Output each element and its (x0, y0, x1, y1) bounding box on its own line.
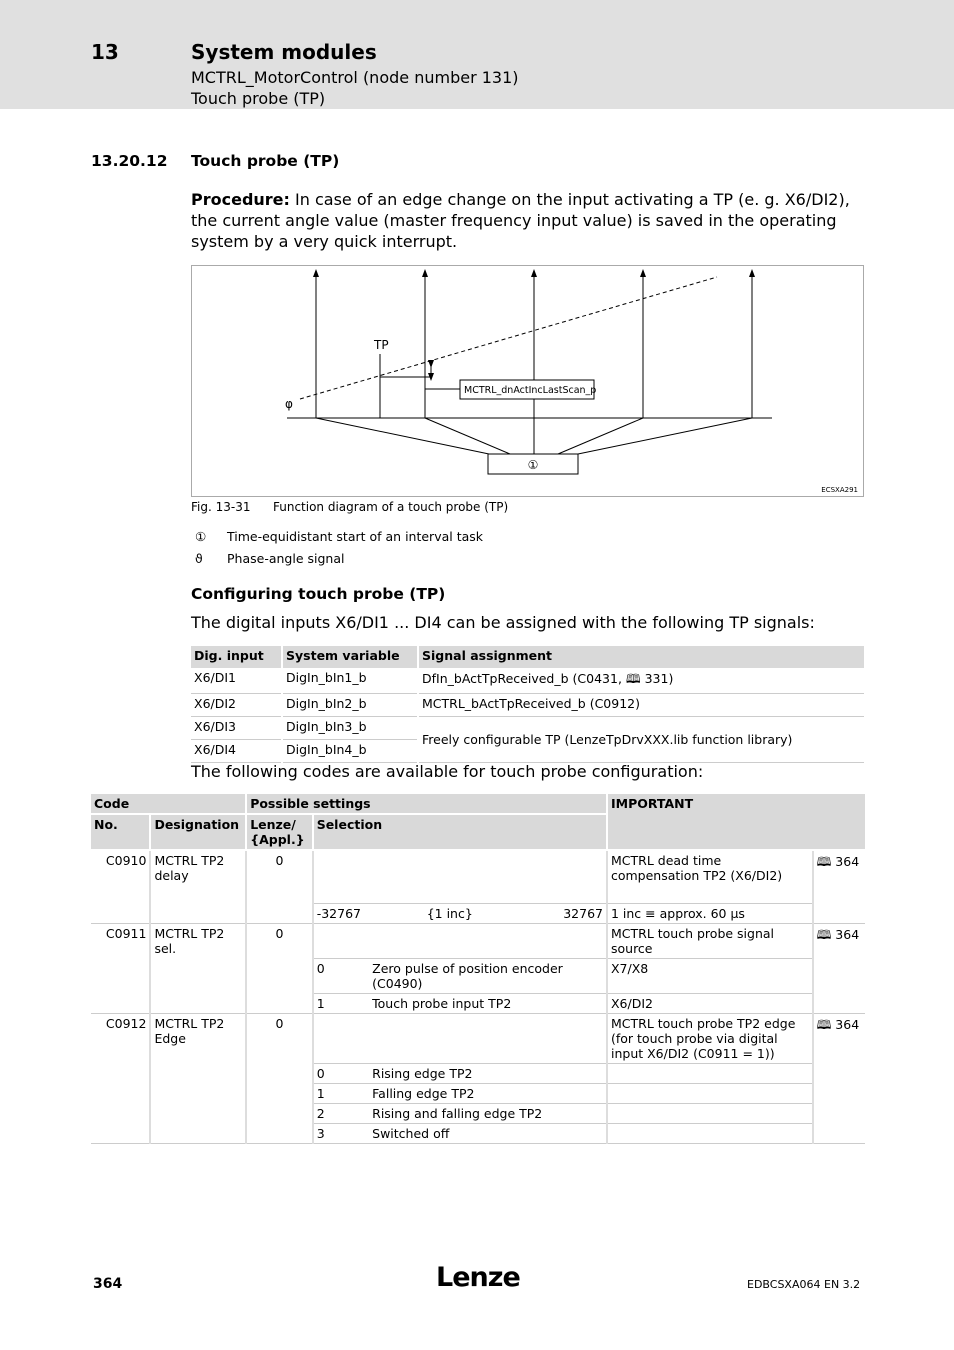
code-number: C0910 (91, 850, 150, 924)
option-note: X7/X8 (607, 959, 813, 994)
code-number: C0911 (91, 924, 150, 1014)
section-title: Touch probe (TP) (191, 152, 340, 170)
code-designation: MCTRL TP2 delay (150, 850, 246, 924)
table-header-row (191, 646, 864, 668)
procedure-paragraph (191, 189, 865, 252)
table-header: IMPORTANT (607, 794, 865, 850)
figure-caption-text: Function diagram of a touch probe (TP) (273, 500, 509, 514)
table-header: Signal assignment (418, 646, 864, 668)
code-default: 0 (246, 1014, 313, 1144)
interval-task-label: ① (527, 458, 539, 472)
range-min: -32767 (313, 904, 369, 924)
table-cell: X6/DI2 (191, 694, 282, 717)
lenze-logo: Lenze (436, 1262, 520, 1293)
table-cell: DigIn_bIn4_b (282, 740, 418, 763)
table-cell: X6/DI4 (191, 740, 282, 763)
option-text: Switched off (369, 1124, 607, 1144)
header-subtitle-module: MCTRL_MotorControl (node number 131) (191, 68, 519, 87)
header-subtitle-topic: Touch probe (TP) (191, 89, 326, 108)
code-reference: 🕮 364 (813, 924, 865, 1014)
option-value: 2 (313, 1104, 369, 1124)
table-cell: Freely configurable TP (LenzeTpDrvXXX.lib function library) (418, 717, 864, 763)
dnact-box-label: MCTRL_dnActIncLastScan_p (464, 385, 597, 396)
table-row (91, 1014, 865, 1064)
table-row (191, 717, 864, 740)
code-important: MCTRL touch probe signal source (607, 924, 813, 959)
table-header: Code (91, 794, 246, 814)
table-header: Designation (150, 814, 246, 850)
procedure-label: Procedure: (191, 190, 290, 209)
fan-line (578, 418, 752, 454)
table-row (91, 850, 865, 904)
option-text: Falling edge TP2 (369, 1084, 607, 1104)
legend-symbol: ① (195, 529, 207, 544)
legend-text: Time-equidistant start of an interval task (227, 529, 484, 544)
table-header: Selection (313, 814, 607, 850)
table-cell: MCTRL_bActTpReceived_b (C0912) (418, 694, 864, 717)
phi-label: φ (285, 397, 293, 411)
tp-label: TP (374, 338, 389, 352)
code-reference: 🕮 364 (813, 1014, 865, 1144)
page-header (0, 0, 954, 109)
chapter-title: System modules (191, 40, 377, 64)
fan-line (316, 418, 489, 454)
fan-line (425, 418, 510, 454)
option-value: 1 (313, 994, 369, 1014)
table-row (91, 924, 865, 959)
code-designation: MCTRL TP2 sel. (150, 924, 246, 1014)
option-value: 0 (313, 1064, 369, 1084)
table-cell: X6/DI3 (191, 717, 282, 740)
table-cell: DigIn_bIn3_b (282, 717, 418, 740)
figure-number: Fig. 13-31 (191, 500, 251, 514)
tp-signal-table (191, 646, 864, 763)
table-header: Possible settings (246, 794, 607, 814)
figure-caption (191, 500, 508, 514)
config-heading: Configuring touch probe (TP) (191, 585, 446, 603)
option-value: 3 (313, 1124, 369, 1144)
option-text: Zero pulse of position encoder (C0490) (369, 959, 607, 994)
code-default: 0 (246, 924, 313, 1014)
config-intro: The digital inputs X6/DI1 ... DI4 can be assigned with the following TP signals: (191, 613, 815, 632)
code-important: MCTRL dead time compensation TP2 (X6/DI2) (607, 850, 813, 904)
function-diagram-svg (192, 266, 863, 496)
code-reference: 🕮 364 (813, 850, 865, 924)
fan-line (558, 418, 643, 454)
table-header: Dig. input (191, 646, 282, 668)
table-header-row (91, 794, 865, 814)
option-value: 0 (313, 959, 369, 994)
table-row (191, 668, 864, 694)
option-note: X6/DI2 (607, 994, 813, 1014)
code-default: 0 (246, 850, 313, 924)
range-step: {1 inc} (369, 904, 530, 924)
table-header: No. (91, 814, 150, 850)
code-designation: MCTRL TP2 Edge (150, 1014, 246, 1144)
codes-intro: The following codes are available for touch probe configuration: (191, 762, 704, 781)
table-cell: DigIn_bIn2_b (282, 694, 418, 717)
legend-item (195, 529, 483, 544)
legend-symbol: ϑ (195, 551, 203, 566)
page-number: 364 (93, 1276, 123, 1292)
chapter-number: 13 (91, 40, 119, 64)
code-important: MCTRL touch probe TP2 edge (for touch probe via digital input X6/DI2 (C0911 = 1)) (607, 1014, 813, 1064)
figure-code: ECSXA291 (821, 486, 858, 494)
table-header: System variable (282, 646, 418, 668)
table-cell: X6/DI1 (191, 668, 282, 694)
codes-table (91, 794, 865, 1144)
option-text: Rising edge TP2 (369, 1064, 607, 1084)
table-cell: DfIn_bActTpReceived_b (C0431, 🕮 331) (418, 668, 864, 694)
table-row (191, 694, 864, 717)
code-number: C0912 (91, 1014, 150, 1144)
document-id: EDBCSXA064 EN 3.2 (747, 1278, 861, 1291)
option-text: Rising and falling edge TP2 (369, 1104, 607, 1124)
option-value: 1 (313, 1084, 369, 1104)
legend-text: Phase-angle signal (227, 551, 345, 566)
legend-item (195, 551, 344, 566)
table-cell: DigIn_bIn1_b (282, 668, 418, 694)
section-number: 13.20.12 (91, 152, 168, 170)
range-max: 32767 (530, 904, 607, 924)
option-text: Touch probe input TP2 (369, 994, 607, 1014)
procedure-text: In case of an edge change on the input activating a TP (e. g. X6/DI2), the current angle value (master frequency input value) is saved in the operating system by a very quick interrupt. (191, 190, 850, 251)
table-header: Lenze/ {Appl.} (246, 814, 313, 850)
function-diagram (191, 265, 864, 497)
code-note: 1 inc ≡ approx. 60 µs (607, 904, 813, 924)
